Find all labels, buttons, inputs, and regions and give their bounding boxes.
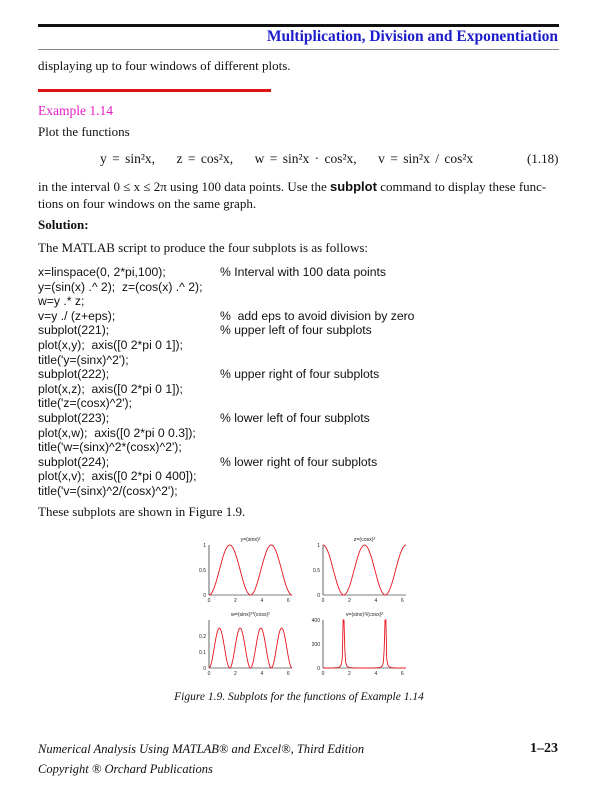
equation-y: y = sin²x,: [100, 151, 156, 166]
x-tick-label: 2: [348, 598, 351, 604]
subplot-3: [199, 612, 292, 677]
code-line: title('v=(sinx)^2/(cosx)^2');: [38, 484, 178, 498]
subplot-title: z=(cosx)²: [353, 537, 376, 543]
x-tick-label: 4: [260, 671, 264, 677]
x-tick-label: 0: [207, 598, 211, 604]
footer-copyright: Copyright ® Orchard Publications: [38, 762, 213, 776]
subplot-2: [313, 537, 406, 604]
solution-text: The MATLAB script to produce the four subplots is as follows:: [38, 240, 369, 255]
code-line: subplot(222);: [38, 367, 110, 382]
code-line: plot(x,v); axis([0 2*pi 0 400]);: [38, 469, 197, 484]
subplot-4: [312, 612, 406, 677]
code-line: subplot(221);: [38, 323, 110, 338]
code-line: title('y=(sinx)^2');: [38, 352, 129, 367]
x-tick-label: 2: [234, 598, 237, 604]
x-tick-label: 4: [374, 598, 378, 604]
code-line: y=(sin(x) .^ 2); z=(cos(x) .^ 2);: [38, 279, 203, 294]
equation-1-18: [100, 151, 473, 167]
y-tick-label: 400: [311, 617, 320, 624]
code-line: plot(x,y); axis([0 2*pi 0 1]);: [38, 338, 183, 352]
x-tick-label: 2: [234, 671, 237, 677]
solution-label: Solution:: [38, 217, 89, 232]
series-line: [323, 620, 406, 668]
intro-text: displaying up to four windows of different plots.: [38, 58, 291, 73]
equation-z: z = cos²x,: [176, 151, 234, 166]
example-title: Example 1.14: [38, 103, 113, 118]
code-line: subplot(223);: [38, 411, 110, 425]
series-line: [209, 545, 292, 595]
x-tick-label: 0: [321, 598, 325, 604]
y-tick-label: 0.5: [199, 567, 206, 574]
x-tick-label: 0: [207, 671, 211, 677]
x-tick-label: 6: [400, 598, 404, 604]
code-line: title('z=(cosx)^2');: [38, 396, 133, 411]
code-comment: % upper right of four subplots: [220, 367, 380, 382]
series-line: [323, 545, 406, 595]
subplot-command: subplot: [330, 179, 377, 194]
y-tick-label: 200: [311, 641, 320, 648]
figure-caption: Figure 1.9. Subplots for the functions of Example 1.14: [174, 691, 424, 703]
code-comment: % upper left of four subplots: [220, 323, 372, 338]
y-tick-label: 0: [203, 665, 206, 672]
code-line: x=linspace(0, 2*pi,100);: [38, 265, 166, 279]
code-comment: % lower left of four subplots: [220, 411, 370, 425]
y-tick-label: 0.1: [199, 649, 206, 656]
interval-text-a: in the interval 0 ≤ x ≤ 2π using 100 data points. Use the: [38, 179, 330, 194]
equation-w: w = sin²x · cos²x,: [254, 151, 357, 166]
interval-text-line2: tions on four windows on the same graph.: [38, 196, 257, 211]
footer-book-title: Numerical Analysis Using MATLAB® and Excel®, Third Edition: [38, 742, 365, 756]
header-rule: [38, 24, 559, 27]
y-tick-label: 0.5: [313, 567, 320, 574]
code-line: v=y ./ (z+eps);: [38, 308, 116, 323]
x-tick-label: 6: [400, 671, 404, 677]
code-comment: % lower right of four subplots: [220, 454, 378, 469]
code-comment: % Interval with 100 data points: [220, 265, 386, 279]
x-tick-label: 6: [286, 671, 290, 677]
y-tick-label: 0: [317, 592, 320, 599]
series-line: [209, 628, 292, 668]
example-prompt: Plot the functions: [38, 124, 130, 139]
after-code-text: These subplots are shown in Figure 1.9.: [38, 504, 246, 519]
subplot-title: y=(sinx)²: [240, 537, 261, 543]
header-underline: [38, 49, 559, 50]
y-tick-label: 0: [317, 665, 320, 672]
interval-text-b: command to display these func-: [376, 179, 547, 194]
x-tick-label: 0: [321, 671, 325, 677]
x-tick-label: 6: [286, 598, 290, 604]
code-line: subplot(224);: [38, 454, 110, 469]
code-line: w=y .* z;: [38, 294, 85, 309]
y-tick-label: 0.2: [199, 633, 206, 640]
x-tick-label: 4: [374, 671, 378, 677]
y-tick-label: 1: [317, 542, 320, 549]
figure-1-9-subplots: [195, 532, 430, 684]
code-line: plot(x,z); axis([0 2*pi 0 1]);: [38, 381, 183, 396]
example-bar: [38, 89, 271, 92]
page-number: 1–23: [530, 741, 558, 756]
code-comment: % add eps to avoid division by zero: [220, 308, 415, 323]
equation-v: v = sin²x / cos²x: [378, 151, 474, 166]
subplot-1: [199, 537, 292, 604]
code-line: plot(x,w); axis([0 2*pi 0 0.3]);: [38, 425, 196, 440]
running-header: Multiplication, Division and Exponentiation: [266, 28, 558, 45]
x-tick-label: 2: [348, 671, 351, 677]
x-tick-label: 4: [260, 598, 264, 604]
code-line: title('w=(sinx)^2*(cosx)^2');: [38, 440, 182, 455]
subplot-title: v=(sinx)²/(cosx)²: [345, 612, 384, 618]
equation-number: (1.18): [527, 151, 559, 166]
interval-text: [38, 179, 563, 195]
y-tick-label: 1: [203, 542, 206, 549]
subplot-title: w=(sinx)²*(cosx)²: [230, 612, 271, 618]
y-tick-label: 0: [203, 592, 206, 599]
